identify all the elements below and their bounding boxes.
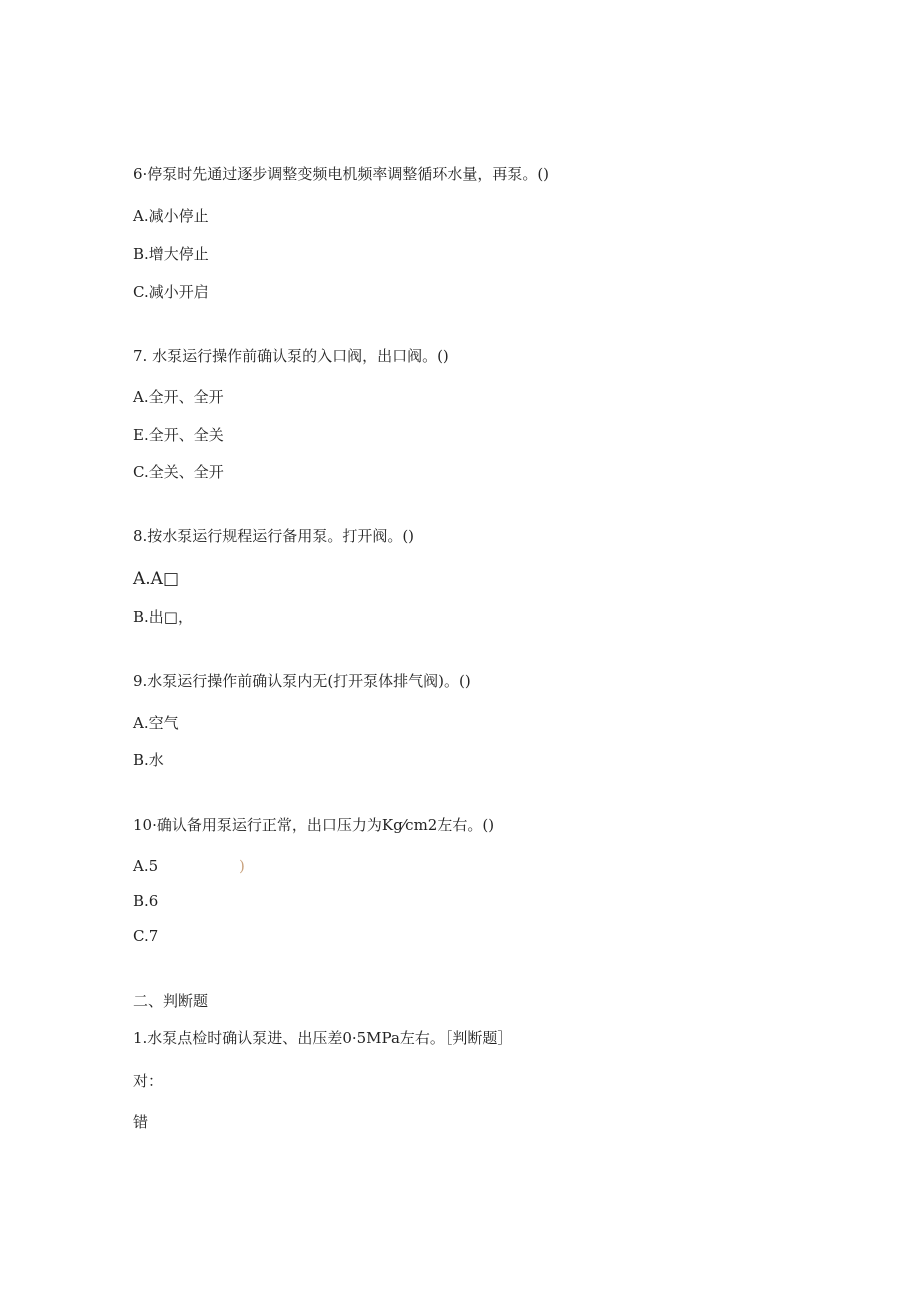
question-6-option-c: C.减小开启	[133, 283, 209, 301]
question-10-stem: 10·确认备用泵运行正常，出口压力为Kg⁄cm2左右。()	[133, 816, 495, 834]
question-10-option-a: A.5	[133, 857, 159, 875]
section-2-heading: 二、判断题	[133, 992, 209, 1010]
stray-paren-mark: )	[239, 857, 245, 875]
question-9-stem: 9.水泵运行操作前确认泵内无(打开泵体排气阀)。()	[133, 672, 471, 690]
judgement-question-1-stem: 1.水泵点检时确认泵进、出压差0·5MPa左右。［判断题］	[133, 1029, 513, 1047]
question-6-stem: 6·停泵时先通过逐步调整变频电机频率调整循环水量，再泵。()	[133, 165, 550, 183]
question-9-option-b: B.水	[133, 751, 164, 769]
question-7-option-c: C.全关、全开	[133, 463, 224, 481]
judgement-option-true: 对：	[133, 1072, 164, 1090]
judgement-option-false: 错	[133, 1113, 149, 1131]
question-6-option-a: A.减小停止	[133, 207, 209, 225]
question-6-option-b: B.增大停止	[133, 245, 209, 263]
question-10-option-b: B.6	[133, 892, 159, 910]
question-9-option-a: A.空气	[133, 714, 179, 732]
question-10-option-c: C.7	[133, 927, 159, 945]
question-8-option-a: A.A□	[133, 569, 180, 589]
question-7-option-e: E.全开、全关	[133, 426, 224, 444]
question-7-option-a: A.全开、全开	[133, 388, 224, 406]
question-8-stem: 8.按水泵运行规程运行备用泵。打开阀。()	[133, 527, 415, 545]
question-8-option-b: B.出□，	[133, 608, 193, 626]
question-7-stem: 7. 水泵运行操作前确认泵的入口阀，出口阀。()	[133, 347, 449, 365]
